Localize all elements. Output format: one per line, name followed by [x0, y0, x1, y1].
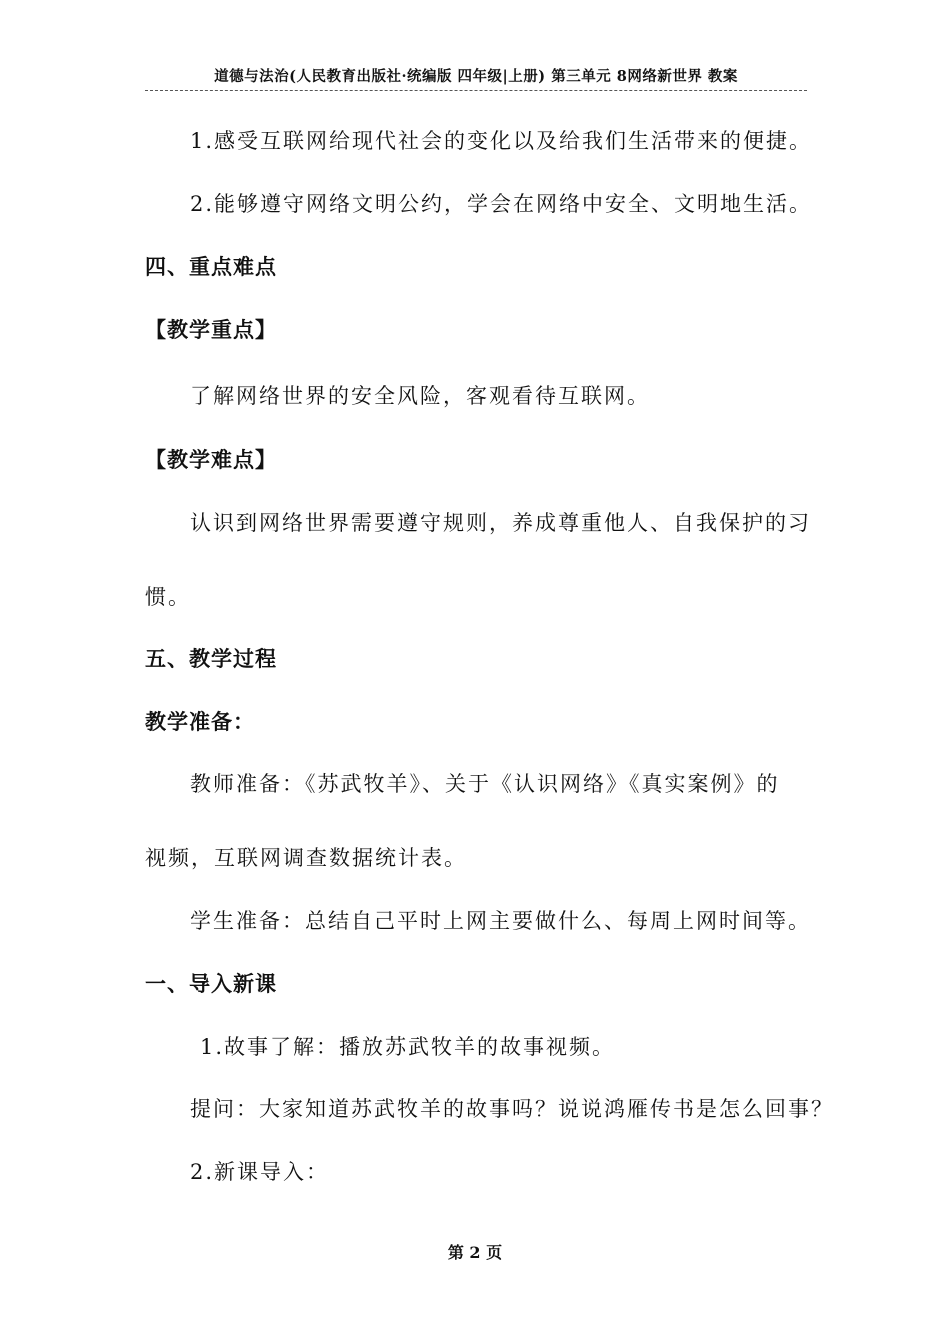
key-point-text: 了解网络世界的安全风险，客观看待互联网。	[190, 384, 650, 408]
section-5-heading: 五、教学过程	[145, 647, 277, 671]
key-point-label: 【教学重点】	[145, 318, 277, 342]
teacher-prep-line2: 视频，互联网调查数据统计表。	[145, 846, 467, 870]
difficulty-text-line1: 认识到网络世界需要遵守规则，养成尊重他人、自我保护的习	[190, 511, 811, 535]
difficulty-label: 【教学难点】	[145, 448, 277, 472]
prep-label: 教学准备：	[145, 710, 255, 734]
question: 提问：大家知道苏武牧羊的故事吗？说说鸿雁传书是怎么回事？	[190, 1097, 834, 1121]
page-header: 道德与法治(人民教育出版社·统编版 四年级|上册) 第三单元 8网络新世界 教案	[145, 66, 807, 91]
part-1-heading: 一、导入新课	[145, 972, 277, 996]
goal-2: 2.能够遵守网络文明公约，学会在网络中安全、文明地生活。	[190, 192, 813, 216]
difficulty-text-line2: 惯。	[145, 585, 191, 609]
step-1: 1.故事了解：播放苏武牧羊的故事视频。	[200, 1035, 616, 1059]
step-2: 2.新课导入：	[190, 1160, 330, 1184]
student-prep: 学生准备：总结自己平时上网主要做什么、每周上网时间等。	[190, 909, 811, 933]
goal-1: 1.感受互联网给现代社会的变化以及给我们生活带来的便捷。	[190, 129, 813, 153]
teacher-prep-line1: 教师准备：《苏武牧羊》、关于《认识网络》《真实案例》的	[190, 772, 780, 796]
section-4-heading: 四、重点难点	[145, 255, 277, 279]
page-number: 第 2 页	[447, 1243, 503, 1262]
